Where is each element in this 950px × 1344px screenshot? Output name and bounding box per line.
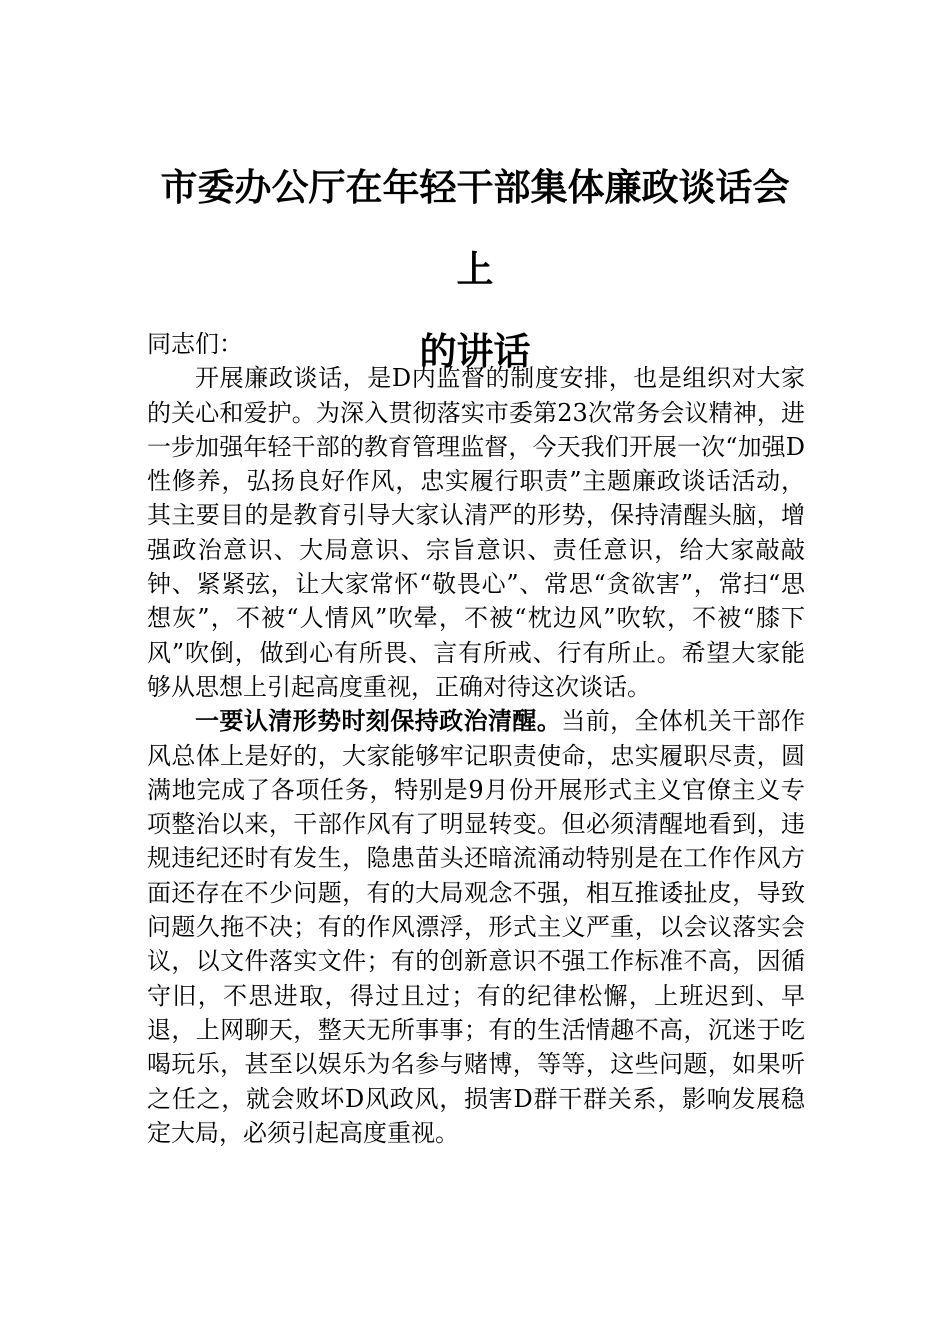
title-line-1: 市委办公厅在年轻干部集体廉政谈话会上 <box>160 165 790 291</box>
paragraph-1: 开展廉政谈话，是D内监督的制度安排，也是组织对大家的关心和爱护。为深入贯彻落实市委第23次常务会议精神，进一步加强年轻干部的教育管理监督，今天我们开展一次“加强D性修养，弘扬良好作风，忠实履行职责”主题廉政谈话活动，其主要目的是教育引导大家认清严的形势，保持清醒头脑，增强政治意识、大局意识、宗旨意识、责任意识，给大家敲敲钟、紧紧弦，让大家常怀“敬畏心”、常思“贪欲害”，常扫“思想灰”，不被“人情风”吹晕，不被“枕边风”吹软，不被“膝下风”吹倒，做到心有所畏、言有所戒、行有所止。希望大家能够从思想上引起高度重视，正确对待这次谈话。 <box>147 364 805 701</box>
paragraph-2-body: 当前，全体机关干部作风总体上是好的，大家能够牢记职责使命，忠实履职尽责，圆满地完成了各项任务，特别是9月份开展形式主义官僚主义专项整治以来，干部作风有了明显转变。但必须清醒地看到，违规违纪还时有发生，隐患苗头还暗流涌动特别是在工作作风方面还存在不少问题，有的大局观念不强，相互推诿扯皮，导致问题久拖不决；有的作风漂浮，形式主义严重，以会议落实会议，以文件落实文件；有的创新意识不强工作标准不高，因循守旧，不思进取，得过且过；有的纪律松懈，上班迟到、早退，上网聊天，整天无所事事；有的生活情趣不高，沉迷于吃喝玩乐，甚至以娱乐为名参与赌博，等等，这些问题，如果听之任之，就会败坏D风政风，损害D群干群关系，影响发展稳定大局，必须引起高度重视。 <box>147 707 805 1147</box>
salutation: 同志们： <box>147 330 243 358</box>
paragraph-2 <box>147 704 805 1150</box>
document-body <box>147 327 805 1150</box>
title-line-2: 的讲话 <box>419 329 531 373</box>
paragraph-2-heading: 一要认清形势时刻保持政治清醒。 <box>195 706 562 736</box>
